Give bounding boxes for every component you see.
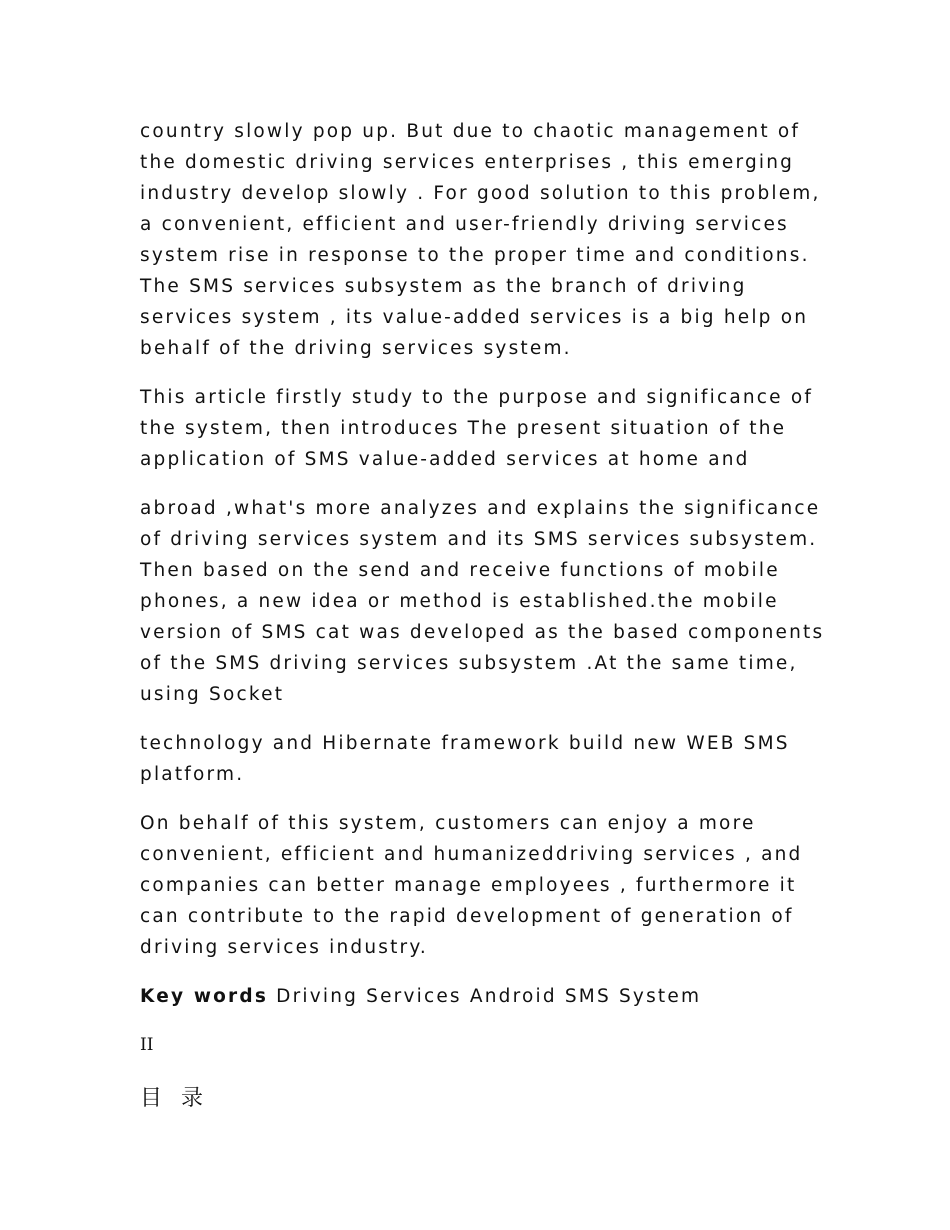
text-line: Then based on the send and receive functions of mobile xyxy=(140,560,780,581)
toc-title: 目 录 xyxy=(140,1086,209,1111)
text-line: the system, then introduces The present situation of the xyxy=(140,418,787,439)
paragraph-5 xyxy=(140,808,820,963)
text-line: This article firstly study to the purpose and significance of xyxy=(140,387,814,408)
paragraph-3 xyxy=(140,493,825,710)
paragraph-4 xyxy=(140,728,820,790)
paragraph-2 xyxy=(140,382,820,475)
keywords-text: Driving Services Android SMS System xyxy=(268,986,702,1007)
text-line: system rise in response to the proper time and conditions. xyxy=(140,245,810,266)
text-line: technology and Hibernate framework build new WEB SMS xyxy=(140,733,790,754)
page-number: II xyxy=(140,1035,154,1055)
text-line: the domestic driving services enterprises , this emerging xyxy=(140,152,795,173)
text-line: platform. xyxy=(140,764,245,785)
abstract-body xyxy=(140,116,825,1137)
text-line: industry develop slowly . For good solution to this problem, xyxy=(140,183,821,204)
paragraph-1 xyxy=(140,116,820,364)
text-line: companies can better manage employees , furthermore it xyxy=(140,875,797,896)
text-line: can contribute to the rapid development of generation of xyxy=(140,906,794,927)
text-line: of driving services system and its SMS services subsystem. xyxy=(140,529,818,550)
text-line: behalf of the driving services system. xyxy=(140,338,572,359)
text-line: phones, a new idea or method is established.the mobile xyxy=(140,591,779,612)
text-line: using Socket xyxy=(140,684,285,705)
text-line: convenient, efficient and humanizeddriving services , and xyxy=(140,844,803,865)
keywords-label: Key words xyxy=(140,986,269,1007)
keywords-line xyxy=(140,981,820,1012)
text-line: version of SMS cat was developed as the based components xyxy=(140,622,825,643)
text-line: The SMS services subsystem as the branch of driving xyxy=(140,276,747,297)
text-line: application of SMS value-added services at home and xyxy=(140,449,750,470)
text-line: driving services industry. xyxy=(140,937,428,958)
text-line: a convenient, efficient and user-friendly driving services xyxy=(140,214,789,235)
text-line: services system , its value-added services is a big help on xyxy=(140,307,809,328)
text-line: On behalf of this system, customers can enjoy a more xyxy=(140,813,756,834)
text-line: abroad ,what's more analyzes and explains the significance xyxy=(140,498,821,519)
text-line: country slowly pop up. But due to chaotic management of xyxy=(140,121,801,142)
text-line: of the SMS driving services subsystem .At the same time, xyxy=(140,653,798,674)
